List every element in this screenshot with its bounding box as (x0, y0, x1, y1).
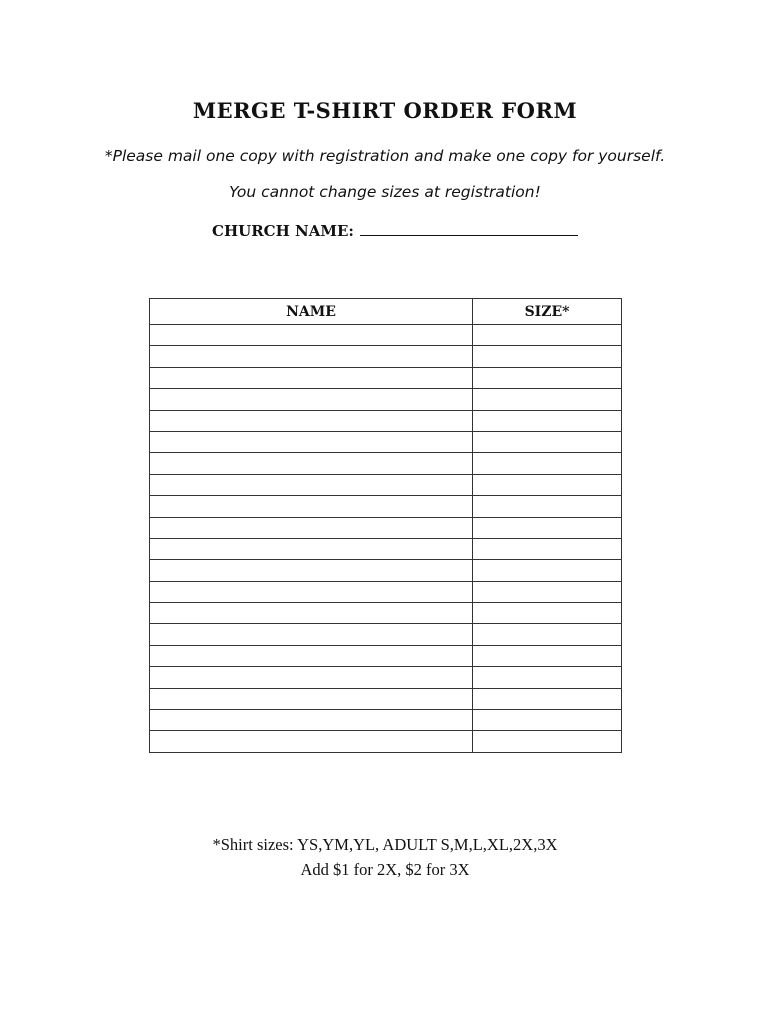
size-cell[interactable] (473, 367, 622, 388)
table-row (150, 496, 622, 517)
table-row (150, 731, 622, 752)
size-cell[interactable] (473, 410, 622, 431)
shirt-sizes-note: *Shirt sizes: YS,YM,YL, ADULT S,M,L,XL,2X,3X (212, 835, 558, 854)
size-cell[interactable] (473, 346, 622, 367)
table-row (150, 517, 622, 538)
size-cell[interactable] (473, 645, 622, 666)
size-cell[interactable] (473, 389, 622, 410)
table-row (150, 688, 622, 709)
order-table-body (150, 325, 622, 753)
size-cell[interactable] (473, 560, 622, 581)
table-row (150, 453, 622, 474)
name-cell[interactable] (150, 688, 473, 709)
size-cell[interactable] (473, 624, 622, 645)
table-row (150, 474, 622, 495)
table-row (150, 325, 622, 346)
size-cell[interactable] (473, 710, 622, 731)
name-column-header: NAME (150, 299, 473, 325)
name-cell[interactable] (150, 667, 473, 688)
size-cell[interactable] (473, 453, 622, 474)
church-name-blank[interactable] (360, 223, 578, 236)
table-row (150, 538, 622, 559)
table-row (150, 410, 622, 431)
table-row (150, 624, 622, 645)
size-cell[interactable] (473, 731, 622, 752)
church-name-field (212, 222, 578, 240)
table-row (150, 645, 622, 666)
size-cell[interactable] (473, 603, 622, 624)
name-cell[interactable] (150, 367, 473, 388)
name-cell[interactable] (150, 474, 473, 495)
name-cell[interactable] (150, 389, 473, 410)
size-change-warning: You cannot change sizes at registration! (229, 183, 541, 201)
name-cell[interactable] (150, 731, 473, 752)
size-cell[interactable] (473, 496, 622, 517)
size-cell[interactable] (473, 325, 622, 346)
name-cell[interactable] (150, 581, 473, 602)
order-table-header (150, 299, 622, 325)
name-cell[interactable] (150, 603, 473, 624)
name-cell[interactable] (150, 431, 473, 452)
size-cell[interactable] (473, 667, 622, 688)
name-cell[interactable] (150, 410, 473, 431)
name-cell[interactable] (150, 496, 473, 517)
price-note: Add $1 for 2X, $2 for 3X (300, 860, 470, 879)
name-cell[interactable] (150, 517, 473, 538)
table-row (150, 710, 622, 731)
name-cell[interactable] (150, 560, 473, 581)
size-cell[interactable] (473, 538, 622, 559)
table-row (150, 431, 622, 452)
table-row (150, 367, 622, 388)
name-cell[interactable] (150, 624, 473, 645)
table-row (150, 603, 622, 624)
church-name-label: CHURCH NAME: (212, 222, 354, 240)
table-row (150, 581, 622, 602)
name-cell[interactable] (150, 453, 473, 474)
name-cell[interactable] (150, 538, 473, 559)
table-row (150, 346, 622, 367)
size-cell[interactable] (473, 688, 622, 709)
table-row (150, 389, 622, 410)
size-cell[interactable] (473, 517, 622, 538)
size-cell[interactable] (473, 581, 622, 602)
size-cell[interactable] (473, 431, 622, 452)
table-row (150, 667, 622, 688)
size-cell[interactable] (473, 474, 622, 495)
mail-instruction: *Please mail one copy with registration and make one copy for yourself. (104, 147, 666, 165)
name-cell[interactable] (150, 346, 473, 367)
name-cell[interactable] (150, 325, 473, 346)
name-cell[interactable] (150, 645, 473, 666)
order-table (149, 298, 622, 753)
name-cell[interactable] (150, 710, 473, 731)
size-column-header: SIZE* (473, 299, 622, 325)
form-title: MERGE T-SHIRT ORDER FORM (192, 98, 578, 123)
table-row (150, 560, 622, 581)
